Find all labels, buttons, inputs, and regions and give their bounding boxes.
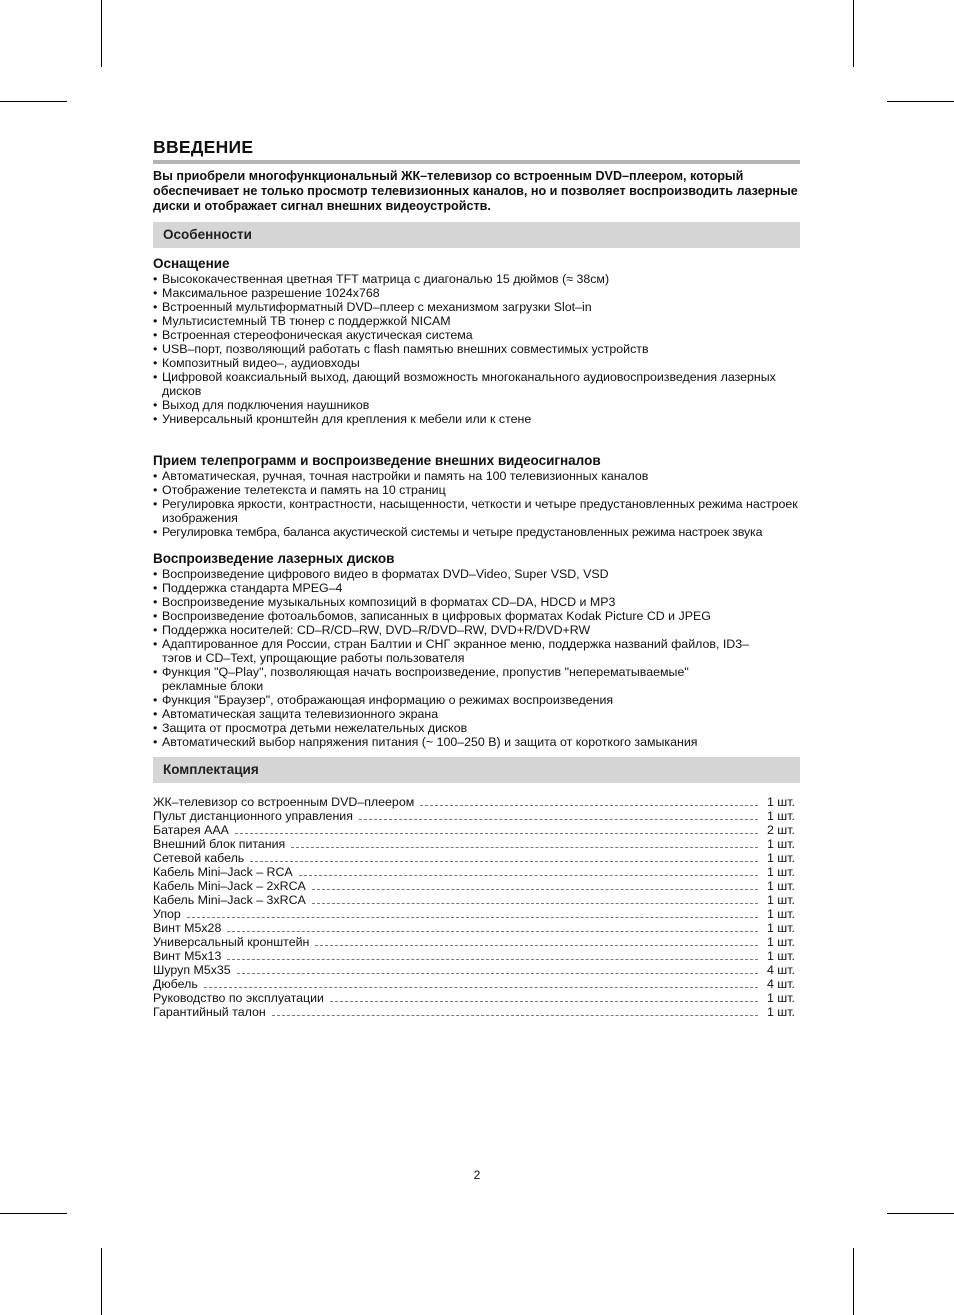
kit-item-name: Кабель Mini–Jack – 3xRCA [153, 893, 306, 907]
kit-item-qty: 1 шт. [766, 809, 795, 823]
leader-dots [312, 889, 758, 890]
leader-dots [312, 903, 758, 904]
kit-row [153, 935, 800, 949]
leader-dots [187, 917, 758, 918]
list-item: • Регулировка яркости, контрастности, насыщенности, четкости и четыре предустановленных режима настроек изображения [153, 497, 800, 525]
tv-reception-list [153, 469, 800, 539]
crop-mark [853, 0, 854, 67]
list-item: • Воспроизведение цифрового видео в форматах DVD–Video, Super VSD, VSD [153, 567, 800, 581]
crop-mark [853, 1248, 854, 1315]
kit-item-qty: 1 шт. [766, 949, 795, 963]
list-item: • Цифровой коаксиальный выход, дающий возможность многоканального аудиовоспроизведения лазерных дисков [153, 370, 800, 398]
list-item: • Автоматическая защита телевизионного экрана [153, 707, 800, 721]
list-item: • Функция "Q–Play", позволяющая начать воспроизведение, пропустив "неперематываемые" рекламные блоки [153, 665, 800, 693]
crop-mark [0, 1213, 67, 1214]
kit-item-qty: 1 шт. [766, 935, 795, 949]
kit-item-name: Шуруп М5х35 [153, 963, 231, 977]
kit-item-qty: 1 шт. [766, 851, 795, 865]
page-number: 2 [473, 1168, 481, 1182]
leader-dots [420, 805, 758, 806]
list-item: • Встроенный мультиформатный DVD–плеер с механизмом загрузки Slot–in [153, 300, 800, 314]
kit-item-qty: 1 шт. [766, 1005, 795, 1019]
leader-dots [272, 1015, 758, 1016]
kit-row [153, 907, 800, 921]
kit-item-qty: 2 шт. [766, 823, 795, 837]
kit-item-name: Руководство по эксплуатации [153, 991, 324, 1005]
list-item: • Автоматический выбор напряжения питания (~ 100–250 В) и защита от короткого замыкания [153, 735, 800, 749]
kit-item-name: Сетевой кабель [153, 851, 245, 865]
kit-item-qty: 1 шт. [766, 837, 795, 851]
equipment-list [153, 272, 800, 426]
list-item: • USB–порт, позволяющий работать с flash памятью внешних совместимых устройств [153, 342, 800, 356]
intro-paragraph: Вы приобрели многофункциональный ЖК–телевизор со встроенным DVD–плеером, который обеспечивает не только просмотр телевизионных каналов, но и позволяет воспроизводить лазерные диски и отображает сигнал внешних видеоустройств. [153, 169, 798, 213]
list-item: • Функция "Браузер", отображающая информацию о режимах воспроизведения [153, 693, 800, 707]
kit-item-qty: 1 шт. [766, 865, 795, 879]
kit-row [153, 977, 800, 991]
kit-item-name: Дюбель [153, 977, 198, 991]
section-bar-features: Особенности [153, 222, 800, 248]
leader-dots [227, 959, 758, 960]
kit-item-name: Пульт дистанционного управления [153, 809, 353, 823]
list-item: • Универсальный кронштейн для крепления к мебели или к стене [153, 412, 800, 426]
leader-dots [250, 861, 758, 862]
kit-row [153, 865, 800, 879]
kit-item-qty: 1 шт. [766, 991, 795, 1005]
list-item: • Максимальное разрешение 1024x768 [153, 286, 800, 300]
list-item: • Регулировка тембра, баланса акустической системы и четыре предустановленных режима настроек звука [153, 525, 800, 539]
kit-item-qty: 4 шт. [766, 963, 795, 977]
kit-item-name: Упор [153, 907, 181, 921]
kit-list [153, 795, 800, 1019]
list-item: • Воспроизведение фотоальбомов, записанных в цифровых форматах Kodak Picture CD и JPEG [153, 609, 800, 623]
kit-row [153, 963, 800, 977]
kit-row [153, 795, 800, 809]
kit-row [153, 921, 800, 935]
crop-mark [0, 101, 67, 102]
subheading-equipment: Оснащение [153, 256, 230, 271]
disc-playback-list [153, 567, 800, 749]
list-item: • Композитный видео–, аудиовходы [153, 356, 800, 370]
kit-row [153, 879, 800, 893]
crop-mark [887, 1213, 954, 1214]
subheading-tv-reception: Прием телепрограмм и воспроизведение внешних видеосигналов [153, 453, 601, 468]
list-item: • Автоматическая, ручная, точная настройки и память на 100 телевизионных каналов [153, 469, 800, 483]
kit-item-name: Винт М5х13 [153, 949, 222, 963]
page-title: ВВЕДЕНИЕ [153, 137, 254, 157]
kit-row [153, 809, 800, 823]
list-item: • Воспроизведение музыкальных композиций в форматах CD–DA, HDCD и MP3 [153, 595, 800, 609]
kit-item-qty: 1 шт. [766, 893, 795, 907]
crop-mark [101, 0, 102, 67]
list-item: • Высококачественная цветная TFT матрица с диагональю 15 дюймов (≈ 38см) [153, 272, 800, 286]
kit-item-name: Винт М5х28 [153, 921, 222, 935]
kit-item-qty: 1 шт. [766, 921, 795, 935]
kit-item-qty: 1 шт. [766, 879, 795, 893]
kit-row [153, 991, 800, 1005]
kit-item-name: Гарантийный талон [153, 1005, 266, 1019]
leader-dots [291, 847, 758, 848]
list-item: • Поддержка носителей: CD–R/CD–RW, DVD–R/DVD–RW, DVD+R/DVD+RW [153, 623, 800, 637]
kit-row [153, 851, 800, 865]
list-item: • Встроенная стереофоническая акустическая система [153, 328, 800, 342]
leader-dots [299, 875, 758, 876]
subheading-disc-playback: Воспроизведение лазерных дисков [153, 551, 395, 566]
crop-mark [887, 101, 954, 102]
leader-dots [204, 987, 758, 988]
list-item: • Мультисистемный ТВ тюнер с поддержкой NICAM [153, 314, 800, 328]
leader-dots [330, 1001, 758, 1002]
list-item: • Поддержка стандарта MPEG–4 [153, 581, 800, 595]
list-item: • Отображение телетекста и память на 10 страниц [153, 483, 800, 497]
kit-item-qty: 1 шт. [766, 907, 795, 921]
list-item: • Выход для подключения наушников [153, 398, 800, 412]
list-item: • Адаптированное для России, стран Балтии и СНГ экранное меню, поддержка названий файлов, ID3–тэгов и CD–Text, упрощающие работы пользователя [153, 637, 800, 665]
section-bar-kit: Комплектация [153, 757, 800, 783]
leader-dots [227, 931, 758, 932]
list-item: • Защита от просмотра детьми нежелательных дисков [153, 721, 800, 735]
kit-item-name: Батарея ААА [153, 823, 229, 837]
title-rule [153, 160, 800, 164]
kit-row [153, 1005, 800, 1019]
kit-row [153, 837, 800, 851]
kit-item-name: ЖК–телевизор со встроенным DVD–плеером [153, 795, 415, 809]
leader-dots [359, 819, 758, 820]
kit-item-qty: 4 шт. [766, 977, 795, 991]
kit-row [153, 893, 800, 907]
kit-row [153, 823, 800, 837]
leader-dots [235, 833, 758, 834]
leader-dots [237, 973, 758, 974]
leader-dots [315, 945, 758, 946]
kit-item-name: Внешний блок питания [153, 837, 286, 851]
features-section [153, 256, 800, 749]
kit-item-qty: 1 шт. [766, 795, 795, 809]
kit-row [153, 949, 800, 963]
kit-item-name: Универсальный кронштейн [153, 935, 310, 949]
kit-item-name: Кабель Mini–Jack – 2xRCA [153, 879, 306, 893]
crop-mark [101, 1248, 102, 1315]
kit-item-name: Кабель Mini–Jack – RCA [153, 865, 293, 879]
page-content [153, 136, 800, 1019]
